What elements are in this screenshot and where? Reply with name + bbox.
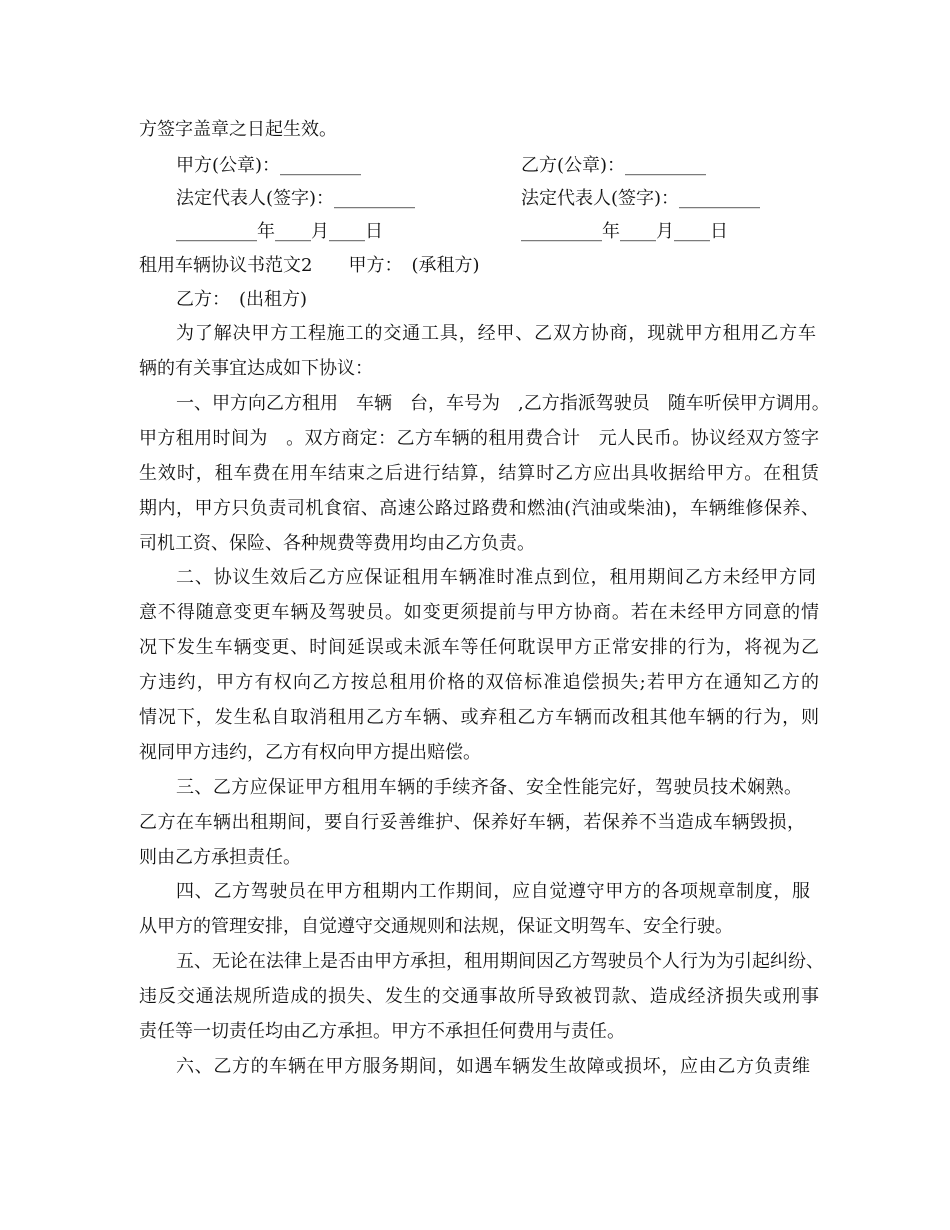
paragraph-line: 二、协议生效后乙方应保证租用车辆准时准点到位，租用期间乙方未经甲方同 <box>176 567 816 588</box>
paragraph-line: 违反交通法规所造成的损失、发生的交通事故所导致被罚款、造成经济损失或刑事 <box>139 986 819 1007</box>
paragraph-line: 乙方在车辆出租期间，要自行妥善维护、保养好车辆，若保养不当造成车辆毁损， <box>139 812 805 833</box>
text-line: 方签字盖章之日起生效。 <box>139 119 337 140</box>
paragraph-line: 期内，甲方只负责司机食宿、高速公路过路费和燃油(汽油或柴油)，车辆维修保养、 <box>139 498 819 519</box>
paragraph-line: 六、乙方的车辆在甲方服务期间，如遇车辆发生故障或损坏，应由乙方负责维 <box>176 1056 810 1077</box>
paragraph-line: 生效时，租车费在用车结束之后进行结算，结算时乙方应出具收据给甲方。在租赁 <box>139 463 819 484</box>
party-a-seal-field: 甲方(公章)：_________ <box>176 155 362 176</box>
paragraph-line: 责任等一切责任均由乙方承担。甲方不承担任何费用与责任。 <box>139 1021 625 1042</box>
party-b-seal-field: 乙方(公章)：_________ <box>521 155 707 176</box>
paragraph-line: 情况下，发生私自取消租用乙方车辆、或弃租乙方车辆而改租其他车辆的行为，则 <box>139 707 819 728</box>
paragraph-line: 辆的有关事宜达成如下协议： <box>139 358 373 379</box>
paragraph-line: 司机工资、保险、各种规费等费用均由乙方负责。 <box>139 533 535 554</box>
party-a-representative-field: 法定代表人(签字)：_________ <box>176 188 416 209</box>
paragraph-line: 一、甲方向乙方租用 车辆 台，车号为 ,乙方指派驾驶员 随车听侯甲方调用。 <box>176 393 830 414</box>
paragraph-line: 甲方租用时间为 。双方商定：乙方车辆的租用费合计 元人民币。协议经双方签字 <box>139 428 819 449</box>
paragraph-line: 三、乙方应保证甲方租用车辆的手续齐备、安全性能完好，驾驶员技术娴熟。 <box>176 777 802 798</box>
paragraph-line: 从甲方的管理安排，自觉遵守交通规则和法规，保证文明驾车、安全行驶。 <box>139 916 733 937</box>
paragraph-line: 五、无论在法律上是否由甲方承担，租用期间因乙方驾驶员个人行为为引起纠纷、 <box>176 951 824 972</box>
section-heading: 租用车辆协议书范文2 甲方： (承租方) <box>139 255 480 276</box>
party-a-date-field: _________年____月____日 <box>176 221 383 242</box>
text-line: 乙方： (出租方) <box>176 289 308 310</box>
paragraph-line: 意不得随意变更车辆及驾驶员。如变更须提前与甲方协商。若在未经甲方同意的情 <box>139 602 819 623</box>
paragraph-line: 则由乙方承担责任。 <box>139 847 301 868</box>
party-b-date-field: _________年____月____日 <box>521 221 728 242</box>
paragraph-line: 为了解决甲方工程施工的交通工具，经甲、乙双方协商，现就甲方租用乙方车 <box>176 323 816 344</box>
paragraph-line: 况下发生车辆变更、时间延误或未派车等任何耽误甲方正常安排的行为，将视为乙 <box>139 637 819 658</box>
paragraph-line: 四、乙方驾驶员在甲方租期内工作期间，应自觉遵守甲方的各项规章制度，服 <box>176 881 810 902</box>
party-b-representative-field: 法定代表人(签字)：_________ <box>521 188 761 209</box>
paragraph-line: 方违约，甲方有权向乙方按总租用价格的双倍标准追偿损失;若甲方在通知乙方的 <box>139 672 819 693</box>
paragraph-line: 视同甲方违约，乙方有权向甲方提出赔偿。 <box>139 742 481 763</box>
